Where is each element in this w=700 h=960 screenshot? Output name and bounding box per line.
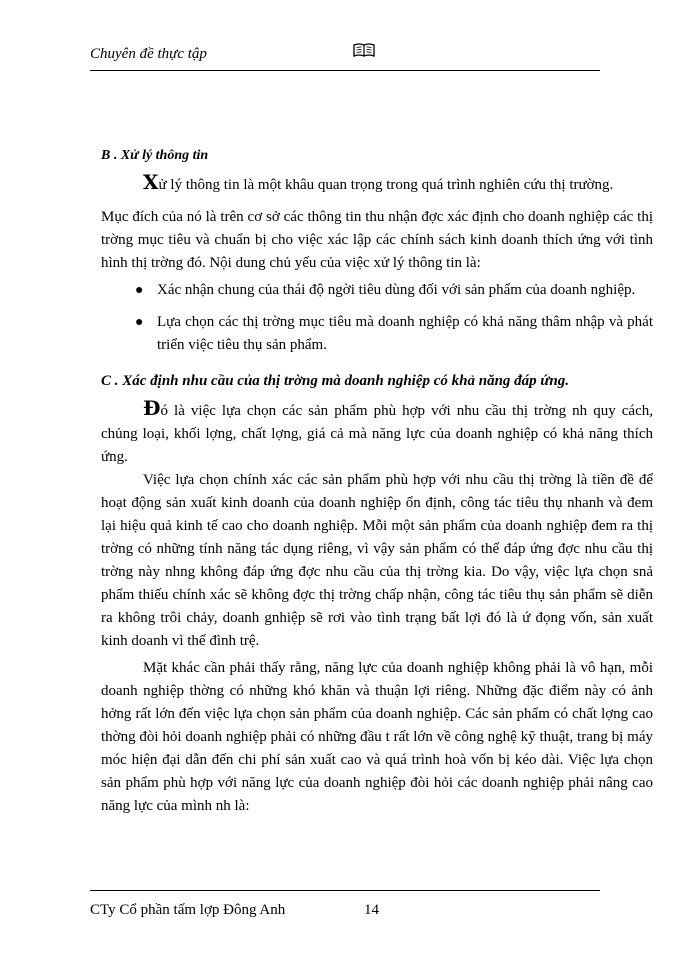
dropcap-x: X bbox=[143, 170, 159, 194]
dropcap-d: Đ bbox=[143, 396, 161, 420]
page-number: 14 bbox=[364, 902, 379, 918]
bullet-list bbox=[101, 279, 653, 357]
open-book-icon bbox=[353, 42, 375, 58]
section-b-paragraph-2: Mục đích của nó là trên cơ sở các thông tin thu nhận đợc xác định cho doanh nghiệp các thị trờng mục tiêu và chuẩn bị cho việc xác lập các chính sách kinh doanh thích ứng với tình hình thị trờng đó. Nội dung chủ yếu của việc xử lý thông tin là: bbox=[101, 209, 653, 271]
bullet-item bbox=[101, 279, 653, 302]
header-divider bbox=[90, 70, 600, 71]
bullet-text: Xác nhận chung của thái độ ngời tiêu dùng đối với sản phẩm của doanh nghiệp. bbox=[157, 282, 636, 298]
footer-divider bbox=[90, 890, 600, 891]
paragraph-text: ử lý thông tin là một khâu quan trọng trong quá trình nghiên cứu thị trường. bbox=[158, 177, 614, 193]
header-title: Chuyên đề thực tập bbox=[90, 46, 207, 62]
section-b-heading: B . Xử lý thông tin bbox=[101, 148, 209, 163]
section-c-paragraph-1 bbox=[101, 397, 653, 469]
section-c-paragraph-3: Mặt khác cần phải thấy rằng, năng lực của doanh nghiệp không phải là vô hạn, mỗi doanh nghiệp thờng có những khó khăn và thuận lợi riêng. Những đặc điểm này có ảnh hởng rất lớn đến việc lựa chọn sản phẩm của doanh nghiệp. Các sản phẩm có chất lợng cao thờng đòi hỏi doanh nghiệp phải có những đầu t rất lớn về công nghệ kỹ thuật, trang bị máy móc hiện đại dẫn đến chi phí sản xuất cao và quá trình hoà vốn bị kéo dài. Việc lựa chọn sản phẩm phù hợp với năng lực của doanh nghiệp đòi hỏi các doanh nghiệp phải nâng cao năng lực của mình nh là: bbox=[101, 660, 653, 814]
bullet-item bbox=[101, 311, 653, 357]
paragraph-text: ó là việc lựa chọn các sản phẩm phù hợp với nhu cầu thị trờng nh quy cách, chủng loại, khối lợng, chất lợng, giá cả mà năng lực của doanh nghiệp có khả năng thích ứng. bbox=[101, 403, 653, 465]
footer-company: CTy Cổ phần tấm lợp Đông Anh bbox=[90, 902, 286, 918]
bullet-icon: ● bbox=[135, 283, 144, 298]
section-c-heading: C . Xác định nhu cầu của thị trờng mà doanh nghiệp có khả năng đáp ứng. bbox=[101, 373, 569, 389]
bullet-icon: ● bbox=[135, 315, 144, 330]
section-b-paragraph-1 bbox=[101, 171, 653, 197]
page-content bbox=[101, 144, 653, 818]
section-c-paragraph-2: Việc lựa chọn chính xác các sản phẩm phù hợp với nhu cầu thị trờng là tiền đề để hoạt động sản xuất kinh doanh của doanh nghiệp ổn định, công tác tiêu thụ nhanh và đem lại hiệu quả kinh tế cao cho doanh nghiệp. Mỗi một sản phẩm của doanh nghiệp đem ra thị trờng có những tính năng tác dụng riêng, vì vậy sản phẩm có thể đáp ứng đợc nhu cầu thị trờng này nhng không đáp ứng đợc nhu cầu của thị trờng kia. Do vậy, việc lựa chọn snả phẩm thiếu chính xác sẽ không đợc thị trờng chấp nhận, công tác tiêu thụ sản phẩm sẽ diễn ra không trôi chảy, doanh gnhiệp sẽ rơi vào tình trạng bất lợi đó là ứ đọng vốn, sản xuất kinh doanh vì thế đình trệ. bbox=[101, 472, 653, 649]
bullet-text: Lựa chọn các thị trờng mục tiêu mà doanh nghiệp có khả năng thâm nhập và phát triển việc tiêu thụ sản phẩm. bbox=[157, 314, 653, 353]
page-header bbox=[90, 40, 600, 70]
